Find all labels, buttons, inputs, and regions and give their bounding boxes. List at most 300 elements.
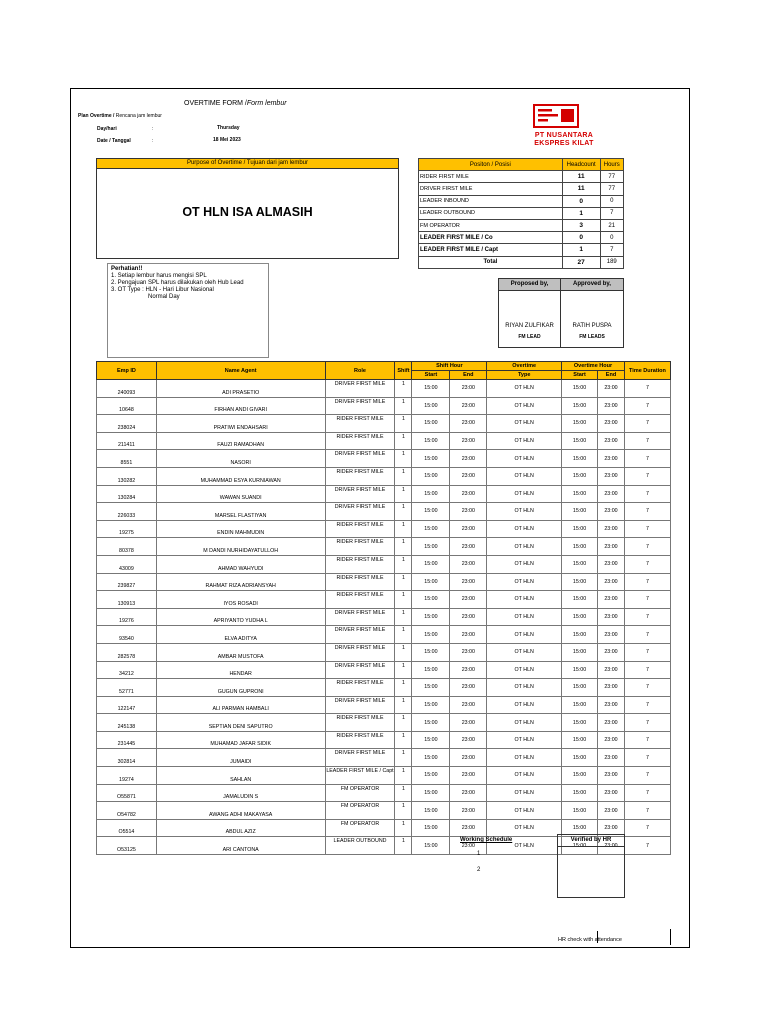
ot-start-cell: 15:00	[562, 503, 598, 521]
type-cell: OT HLN	[487, 397, 562, 415]
name-cell: APRIYANTO YUDHA L	[156, 608, 325, 626]
shift-cell: 1	[395, 802, 412, 820]
start-cell: 15:00	[412, 802, 450, 820]
type-cell: OT HLN	[487, 731, 562, 749]
type-cell: OT HLN	[487, 591, 562, 609]
position-row	[419, 195, 624, 207]
emp-id-cell: 130913	[97, 591, 157, 609]
ot-end-cell: 23:00	[598, 696, 625, 714]
start-cell: 15:00	[412, 415, 450, 433]
start-cell: 15:00	[412, 538, 450, 556]
emp-id-cell: 10648	[97, 397, 157, 415]
emp-id-cell: O54782	[97, 802, 157, 820]
name-cell: IYOS ROSADI	[156, 591, 325, 609]
ot-start-header: Start	[562, 371, 598, 380]
position-table	[418, 158, 624, 269]
shift-cell: 1	[395, 696, 412, 714]
ot-start-cell: 15:00	[562, 415, 598, 433]
end-cell: 23:00	[450, 731, 487, 749]
ot-end-cell: 23:00	[598, 380, 625, 398]
ot-end-cell: 23:00	[598, 643, 625, 661]
end-cell: 23:00	[450, 380, 487, 398]
form-title-italic: Form lembur	[246, 100, 287, 107]
ot-end-cell: 23:00	[598, 467, 625, 485]
duration-cell: 7	[624, 591, 670, 609]
end-cell: 23:00	[450, 450, 487, 468]
day-value: Thursday	[217, 125, 240, 131]
approved-header: Approved by,	[561, 279, 623, 291]
ot-end-cell: 23:00	[598, 503, 625, 521]
purpose-header: Purpose of Overtime / Tujuan dari jam lembur	[96, 158, 399, 169]
proposed-name: RIYAN ZULFIKAR	[505, 323, 554, 329]
table-row	[97, 679, 671, 697]
type-cell: OT HLN	[487, 696, 562, 714]
end-cell: 23:00	[450, 555, 487, 573]
position-header: Positon / Posisi	[419, 159, 563, 171]
type-cell: OT HLN	[487, 679, 562, 697]
emp-id-cell: 93540	[97, 626, 157, 644]
end-cell: 23:00	[450, 749, 487, 767]
notes-title: Perhatian!!	[111, 266, 143, 272]
duration-cell: 7	[624, 467, 670, 485]
shift-cell: 1	[395, 819, 412, 837]
position-name: RIDER FIRST MILE	[419, 171, 563, 183]
shift-cell: 1	[395, 573, 412, 591]
table-row	[97, 802, 671, 820]
shift-cell: 1	[395, 591, 412, 609]
emp-id-cell: 302814	[97, 749, 157, 767]
emp-id-cell: 211411	[97, 432, 157, 450]
shift-cell: 1	[395, 749, 412, 767]
ot-end-cell: 23:00	[598, 450, 625, 468]
table-row	[97, 538, 671, 556]
proposed-role: FM LEAD	[518, 334, 541, 340]
notes-line2: 2. Pengajuan SPL harus dilakukan oleh Hub Lead	[111, 280, 244, 286]
employee-table	[96, 361, 671, 855]
ot-start-cell: 15:00	[562, 749, 598, 767]
duration-cell: 7	[624, 380, 670, 398]
emp-id-cell: 43009	[97, 555, 157, 573]
end-cell: 23:00	[450, 608, 487, 626]
schedule-item-2: 2	[477, 867, 481, 873]
position-name: LEADER INBOUND	[419, 195, 563, 207]
hr-check-line-right	[670, 929, 671, 945]
type-cell: OT HLN	[487, 837, 562, 855]
shift-cell: 1	[395, 784, 412, 802]
plan-italic: Rencana jam lembur	[115, 113, 162, 119]
start-cell: 15:00	[412, 591, 450, 609]
shift-cell: 1	[395, 661, 412, 679]
shift-hour-header: Shift Hour	[412, 362, 487, 371]
hr-check-line-left	[597, 931, 598, 943]
shift-cell: 1	[395, 485, 412, 503]
name-cell: WAWAN SUANDI	[156, 485, 325, 503]
ot-end-cell: 23:00	[598, 591, 625, 609]
duration-cell: 7	[624, 573, 670, 591]
headcount-value: 1	[562, 244, 600, 256]
position-name: LEADER OUTBOUND	[419, 207, 563, 219]
role-cell: DRIVER FIRST MILE	[325, 608, 395, 626]
verified-box	[557, 834, 625, 898]
type-cell: OT HLN	[487, 749, 562, 767]
shift-cell: 1	[395, 731, 412, 749]
name-cell: AHMAD WAHYUDI	[156, 555, 325, 573]
name-cell: RAHMAT RIZA ADRIANSYAH	[156, 573, 325, 591]
type-header: Type	[487, 371, 562, 380]
ot-end-cell: 23:00	[598, 555, 625, 573]
shift-cell: 1	[395, 432, 412, 450]
role-cell: DRIVER FIRST MILE	[325, 626, 395, 644]
table-row	[97, 432, 671, 450]
ot-start-cell: 15:00	[562, 520, 598, 538]
hours-value: 21	[600, 219, 623, 231]
hr-check-text: HR check with attendance	[558, 937, 622, 943]
duration-cell: 7	[624, 503, 670, 521]
shift-cell: 1	[395, 450, 412, 468]
ot-end-cell: 23:00	[598, 679, 625, 697]
role-cell: FM OPERATOR	[325, 802, 395, 820]
day-colon: :	[152, 126, 154, 132]
role-header: Role	[325, 362, 395, 380]
ot-start-cell: 15:00	[562, 485, 598, 503]
ot-end-cell: 23:00	[598, 731, 625, 749]
type-cell: OT HLN	[487, 626, 562, 644]
ot-end-cell: 23:00	[598, 714, 625, 732]
start-cell: 15:00	[412, 837, 450, 855]
duration-cell: 7	[624, 520, 670, 538]
approved-role: FM LEADS	[579, 334, 605, 340]
start-cell: 15:00	[412, 661, 450, 679]
schedule-header: Working Schedule	[460, 837, 513, 843]
end-cell: 23:00	[450, 415, 487, 433]
ot-start-cell: 15:00	[562, 784, 598, 802]
start-cell: 15:00	[412, 485, 450, 503]
ot-end-header: End	[598, 371, 625, 380]
shift-cell: 1	[395, 767, 412, 785]
name-cell: ELVA ADITYA	[156, 626, 325, 644]
role-cell: DRIVER FIRST MILE	[325, 503, 395, 521]
duration-cell: 7	[624, 608, 670, 626]
hours-value: 0	[600, 195, 623, 207]
table-row	[97, 749, 671, 767]
table-row	[97, 784, 671, 802]
ot-end-cell: 23:00	[598, 767, 625, 785]
table-row	[97, 626, 671, 644]
role-cell: DRIVER FIRST MILE	[325, 380, 395, 398]
type-cell: OT HLN	[487, 767, 562, 785]
type-cell: OT HLN	[487, 573, 562, 591]
ot-start-cell: 15:00	[562, 450, 598, 468]
ot-end-cell: 23:00	[598, 432, 625, 450]
start-cell: 15:00	[412, 573, 450, 591]
type-cell: OT HLN	[487, 714, 562, 732]
emp-id-cell: 282578	[97, 643, 157, 661]
hours-value: 77	[600, 171, 623, 183]
name-cell: ALI PARMAN HAMBALI	[156, 696, 325, 714]
name-cell: FAUZI RAMADHAN	[156, 432, 325, 450]
table-row	[97, 643, 671, 661]
duration-cell: 7	[624, 661, 670, 679]
position-name: LEADER FIRST MILE / Co	[419, 232, 563, 244]
start-cell: 15:00	[412, 784, 450, 802]
logo-graphic	[533, 103, 579, 129]
type-cell: OT HLN	[487, 802, 562, 820]
hours-header: Hours	[600, 159, 623, 171]
emp-id-cell: 130282	[97, 467, 157, 485]
start-cell: 15:00	[412, 555, 450, 573]
end-cell: 23:00	[450, 485, 487, 503]
overtime-hour-header: Overtime Hour	[562, 362, 625, 371]
start-cell: 15:00	[412, 731, 450, 749]
shift-header: Shift	[395, 362, 412, 380]
ot-start-cell: 15:00	[562, 555, 598, 573]
company-logo	[526, 103, 602, 149]
emp-id-cell: 122147	[97, 696, 157, 714]
ot-end-cell: 23:00	[598, 485, 625, 503]
name-cell: JAMALUDIN S	[156, 784, 325, 802]
duration-cell: 7	[624, 819, 670, 837]
emp-id-cell: 226033	[97, 503, 157, 521]
duration-cell: 7	[624, 450, 670, 468]
ot-end-cell: 23:00	[598, 819, 625, 837]
role-cell: RIDER FIRST MILE	[325, 432, 395, 450]
name-cell: AMBAR MUSTOFA	[156, 643, 325, 661]
shift-cell: 1	[395, 538, 412, 556]
overtime-header: Overtime	[487, 362, 562, 371]
role-cell: RIDER FIRST MILE	[325, 714, 395, 732]
schedule-item-1: 1	[477, 851, 481, 857]
approval-box	[498, 278, 624, 348]
type-cell: OT HLN	[487, 503, 562, 521]
ot-end-cell: 23:00	[598, 784, 625, 802]
end-cell: 23:00	[450, 626, 487, 644]
position-row	[419, 183, 624, 195]
total-label: Total	[419, 256, 563, 268]
position-row	[419, 232, 624, 244]
table-row	[97, 415, 671, 433]
role-cell: RIDER FIRST MILE	[325, 679, 395, 697]
name-cell: ENDIN MAHMUDIN	[156, 520, 325, 538]
ot-end-cell: 23:00	[598, 520, 625, 538]
start-cell: 15:00	[412, 467, 450, 485]
table-row	[97, 450, 671, 468]
table-row	[97, 467, 671, 485]
emp-id-cell: 130284	[97, 485, 157, 503]
hours-value: 7	[600, 244, 623, 256]
shift-cell: 1	[395, 415, 412, 433]
duration-cell: 7	[624, 397, 670, 415]
duration-cell: 7	[624, 802, 670, 820]
start-cell: 15:00	[412, 503, 450, 521]
end-cell: 23:00	[450, 503, 487, 521]
name-cell: MUHAMMAD ESYA KURNIAWAN	[156, 467, 325, 485]
table-row	[97, 573, 671, 591]
proposed-header: Proposed by,	[499, 279, 561, 291]
duration-cell: 7	[624, 731, 670, 749]
position-name: FM OPERATOR	[419, 219, 563, 231]
name-cell: JUMAIDI	[156, 749, 325, 767]
ot-end-cell: 23:00	[598, 538, 625, 556]
duration-cell: 7	[624, 626, 670, 644]
role-cell: RIDER FIRST MILE	[325, 555, 395, 573]
shift-cell: 1	[395, 626, 412, 644]
table-row	[97, 555, 671, 573]
notes-line3: 3. OT Type : HLN - Hari Libur Nasional	[111, 287, 214, 293]
emp-id-cell: 240093	[97, 380, 157, 398]
headcount-value: 0	[562, 195, 600, 207]
role-cell: RIDER FIRST MILE	[325, 467, 395, 485]
shift-cell: 1	[395, 380, 412, 398]
emp-id-header: Emp ID	[97, 362, 157, 380]
role-cell: RIDER FIRST MILE	[325, 415, 395, 433]
shift-cell: 1	[395, 714, 412, 732]
headcount-header: Headcount	[562, 159, 600, 171]
day-label: Day/hari	[97, 126, 117, 132]
shift-cell: 1	[395, 555, 412, 573]
emp-id-cell: 52771	[97, 679, 157, 697]
plan-overtime	[78, 113, 162, 119]
end-cell: 23:00	[450, 643, 487, 661]
end-cell: 23:00	[450, 696, 487, 714]
ot-start-cell: 15:00	[562, 837, 598, 855]
table-row	[97, 591, 671, 609]
name-header: Name Agent	[156, 362, 325, 380]
end-cell: 23:00	[450, 661, 487, 679]
ot-end-cell: 23:00	[598, 837, 625, 855]
duration-cell: 7	[624, 538, 670, 556]
emp-id-cell: 239827	[97, 573, 157, 591]
start-cell: 15:00	[412, 679, 450, 697]
end-cell: 23:00	[450, 520, 487, 538]
ot-end-cell: 23:00	[598, 608, 625, 626]
start-cell: 15:00	[412, 380, 450, 398]
notes-line1: 1. Setiap lembur harus mengisi SPL	[111, 273, 207, 279]
ot-start-cell: 15:00	[562, 643, 598, 661]
type-cell: OT HLN	[487, 450, 562, 468]
start-cell: 15:00	[412, 626, 450, 644]
ot-start-cell: 15:00	[562, 802, 598, 820]
role-cell: DRIVER FIRST MILE	[325, 485, 395, 503]
end-cell: 23:00	[450, 767, 487, 785]
ot-end-cell: 23:00	[598, 661, 625, 679]
duration-cell: 7	[624, 415, 670, 433]
date-label: Date / Tanggal	[97, 138, 131, 144]
type-cell: OT HLN	[487, 415, 562, 433]
table-row	[97, 397, 671, 415]
role-cell: RIDER FIRST MILE	[325, 573, 395, 591]
ot-start-cell: 15:00	[562, 608, 598, 626]
ot-end-cell: 23:00	[598, 802, 625, 820]
hours-value: 77	[600, 183, 623, 195]
name-cell: FIRHAN ANDI GIVARI	[156, 397, 325, 415]
ot-start-cell: 15:00	[562, 591, 598, 609]
type-cell: OT HLN	[487, 784, 562, 802]
start-cell: 15:00	[412, 432, 450, 450]
ot-end-cell: 23:00	[598, 397, 625, 415]
ot-start-cell: 15:00	[562, 731, 598, 749]
headcount-value: 3	[562, 219, 600, 231]
type-cell: OT HLN	[487, 467, 562, 485]
name-cell: NASORI	[156, 450, 325, 468]
table-row	[97, 503, 671, 521]
role-cell: DRIVER FIRST MILE	[325, 749, 395, 767]
form-title	[184, 100, 287, 107]
ot-start-cell: 15:00	[562, 661, 598, 679]
type-cell: OT HLN	[487, 819, 562, 837]
position-row	[419, 219, 624, 231]
name-cell: GUGUN GUPRONI	[156, 679, 325, 697]
position-row	[419, 207, 624, 219]
form-title-text: OVERTIME FORM /	[184, 100, 247, 107]
role-cell: DRIVER FIRST MILE	[325, 661, 395, 679]
total-headcount: 27	[562, 256, 600, 268]
end-cell: 23:00	[450, 802, 487, 820]
start-cell: 15:00	[412, 696, 450, 714]
emp-id-cell: 34212	[97, 661, 157, 679]
name-cell: ADI PRASETIO	[156, 380, 325, 398]
ot-start-cell: 15:00	[562, 380, 598, 398]
date-colon: :	[152, 138, 154, 144]
table-row	[97, 731, 671, 749]
type-cell: OT HLN	[487, 661, 562, 679]
role-cell: RIDER FIRST MILE	[325, 731, 395, 749]
emp-id-cell: O55871	[97, 784, 157, 802]
notes-line4: Normal Day	[148, 294, 180, 300]
shift-cell: 1	[395, 608, 412, 626]
role-cell: RIDER FIRST MILE	[325, 538, 395, 556]
logo-line2: EKSPRES KILAT	[534, 140, 594, 147]
name-cell: ARI CANTONA	[156, 837, 325, 855]
hours-value: 7	[600, 207, 623, 219]
ot-end-cell: 23:00	[598, 626, 625, 644]
duration-cell: 7	[624, 555, 670, 573]
end-cell: 23:00	[450, 573, 487, 591]
emp-id-cell: 8551	[97, 450, 157, 468]
headcount-value: 1	[562, 207, 600, 219]
end-cell: 23:00	[450, 714, 487, 732]
name-cell: PRATIWI ENDAHSARI	[156, 415, 325, 433]
duration-cell: 7	[624, 432, 670, 450]
duration-cell: 7	[624, 643, 670, 661]
table-row	[97, 661, 671, 679]
shift-cell: 1	[395, 643, 412, 661]
table-row	[97, 520, 671, 538]
duration-cell: 7	[624, 767, 670, 785]
ot-start-cell: 15:00	[562, 714, 598, 732]
emp-id-cell: 231445	[97, 731, 157, 749]
table-row	[97, 485, 671, 503]
ot-start-cell: 15:00	[562, 397, 598, 415]
ot-start-cell: 15:00	[562, 696, 598, 714]
position-row	[419, 244, 624, 256]
date-value: 18 Mei 2023	[213, 137, 241, 143]
start-cell: 15:00	[412, 520, 450, 538]
start-cell: 15:00	[412, 643, 450, 661]
duration-cell: 7	[624, 749, 670, 767]
ot-start-cell: 15:00	[562, 538, 598, 556]
end-cell: 23:00	[450, 467, 487, 485]
end-cell: 23:00	[450, 837, 487, 855]
shift-cell: 1	[395, 397, 412, 415]
position-row	[419, 171, 624, 183]
table-header-row	[97, 362, 671, 371]
shift-cell: 1	[395, 520, 412, 538]
employee-table-body	[97, 380, 671, 855]
type-cell: OT HLN	[487, 555, 562, 573]
emp-id-cell: 245138	[97, 714, 157, 732]
emp-id-cell: 19275	[97, 520, 157, 538]
position-total-row	[419, 256, 624, 268]
